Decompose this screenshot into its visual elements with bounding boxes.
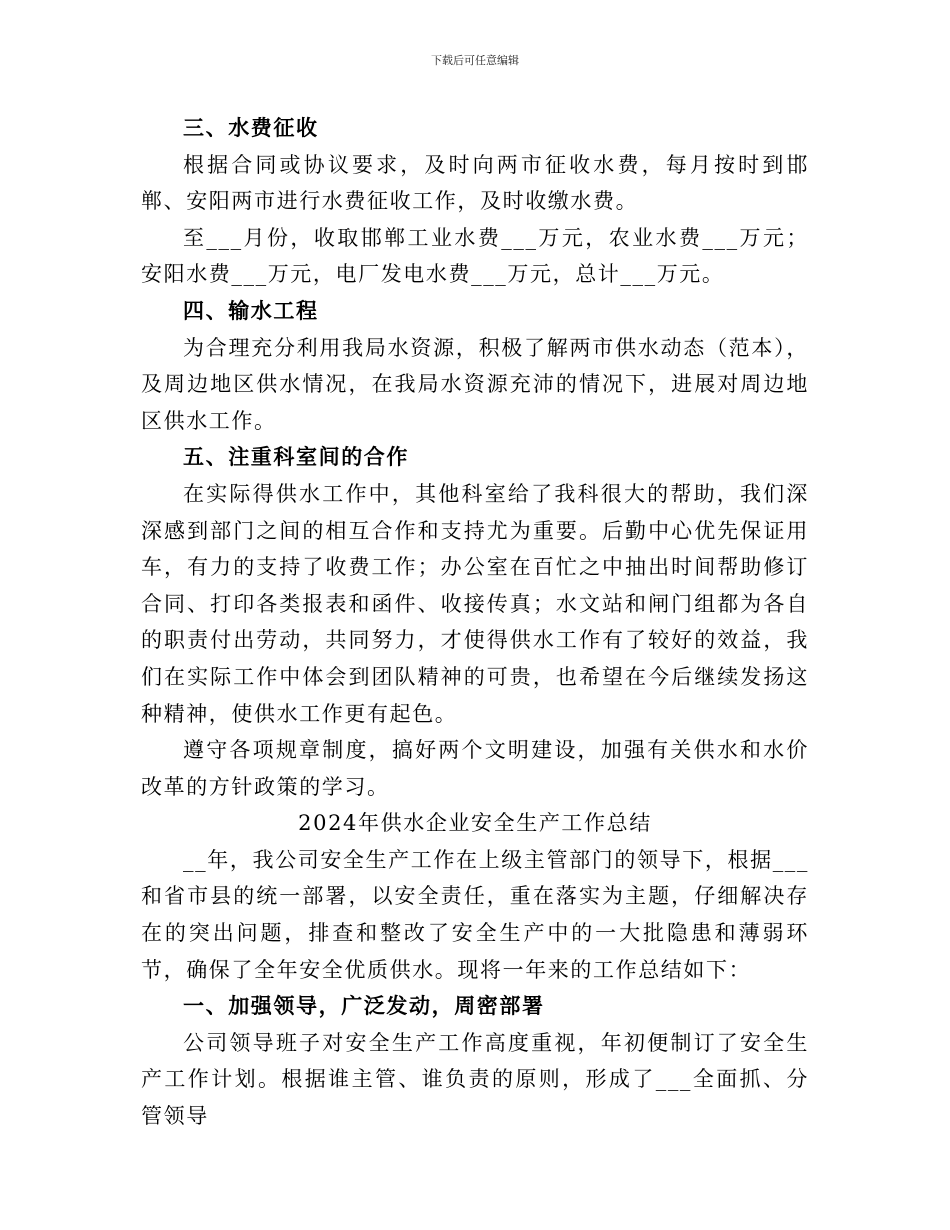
page-header: 下载后可任意编辑 xyxy=(431,54,519,67)
document-body xyxy=(141,110,809,1135)
paragraph: 在实际得供水工作中，其他科室给了我科很大的帮助，我们深深感到部门之间的相互合作和支持尤为重要。后勤中心优先保证用车，有力的支持了收费工作；办公室在百忙之中抽出时间帮助修订合同、打印各类报表和函件、收接传真；水文站和闸门组都为各自的职责付出劳动，共同努力，才使得供水工作有了较好的效益，我们在实际工作中体会到团队精神的可贵，也希望在今后继续发扬这种精神，使供水工作更有起色。 xyxy=(141,481,809,726)
paragraph: 为合理充分利用我局水资源，积极了解两市供水动态（范本），及周边地区供水情况，在我局水资源充沛的情况下，进展对周边地区供水工作。 xyxy=(141,335,809,433)
section-heading: 四、输水工程 xyxy=(183,297,319,323)
section-heading: 三、水费征收 xyxy=(183,115,319,140)
paragraph: 根据合同或协议要求，及时向两市征收水费，每月按时到邯郸、安阳两市进行水费征收工作，及时收缴水费。 xyxy=(141,152,809,214)
paragraph: 至___月份，收取邯郸工业水费___万元，农业水费___万元；安阳水费___万元，电厂发电水费___万元，总计___万元。 xyxy=(141,225,809,287)
document-title: 2024年供水企业安全生产工作总结 xyxy=(298,811,652,836)
paragraph: 公司领导班子对安全生产工作高度重视，年初便制订了安全生产工作计划。根据谁主管、谁负责的原则，形成了___全面抓、分管领导 xyxy=(141,1030,809,1129)
section-heading: 五、注重科室间的合作 xyxy=(183,444,409,470)
section-heading: 一、加强领导，广泛发动，周密部署 xyxy=(183,993,545,1019)
paragraph: __年，我公司安全生产工作在上级主管部门的领导下，根据___和省市县的统一部署，以安全责任，重在落实为主题，仔细解决存在的突出问题，排查和整改了安全生产中的一大批隐患和薄弱环节，确保了全年安全优质供水。现将一年来的工作总结如下： xyxy=(141,847,809,982)
paragraph: 遵守各项规章制度，搞好两个文明建设，加强有关供水和水价改革的方针政策的学习。 xyxy=(141,738,809,799)
